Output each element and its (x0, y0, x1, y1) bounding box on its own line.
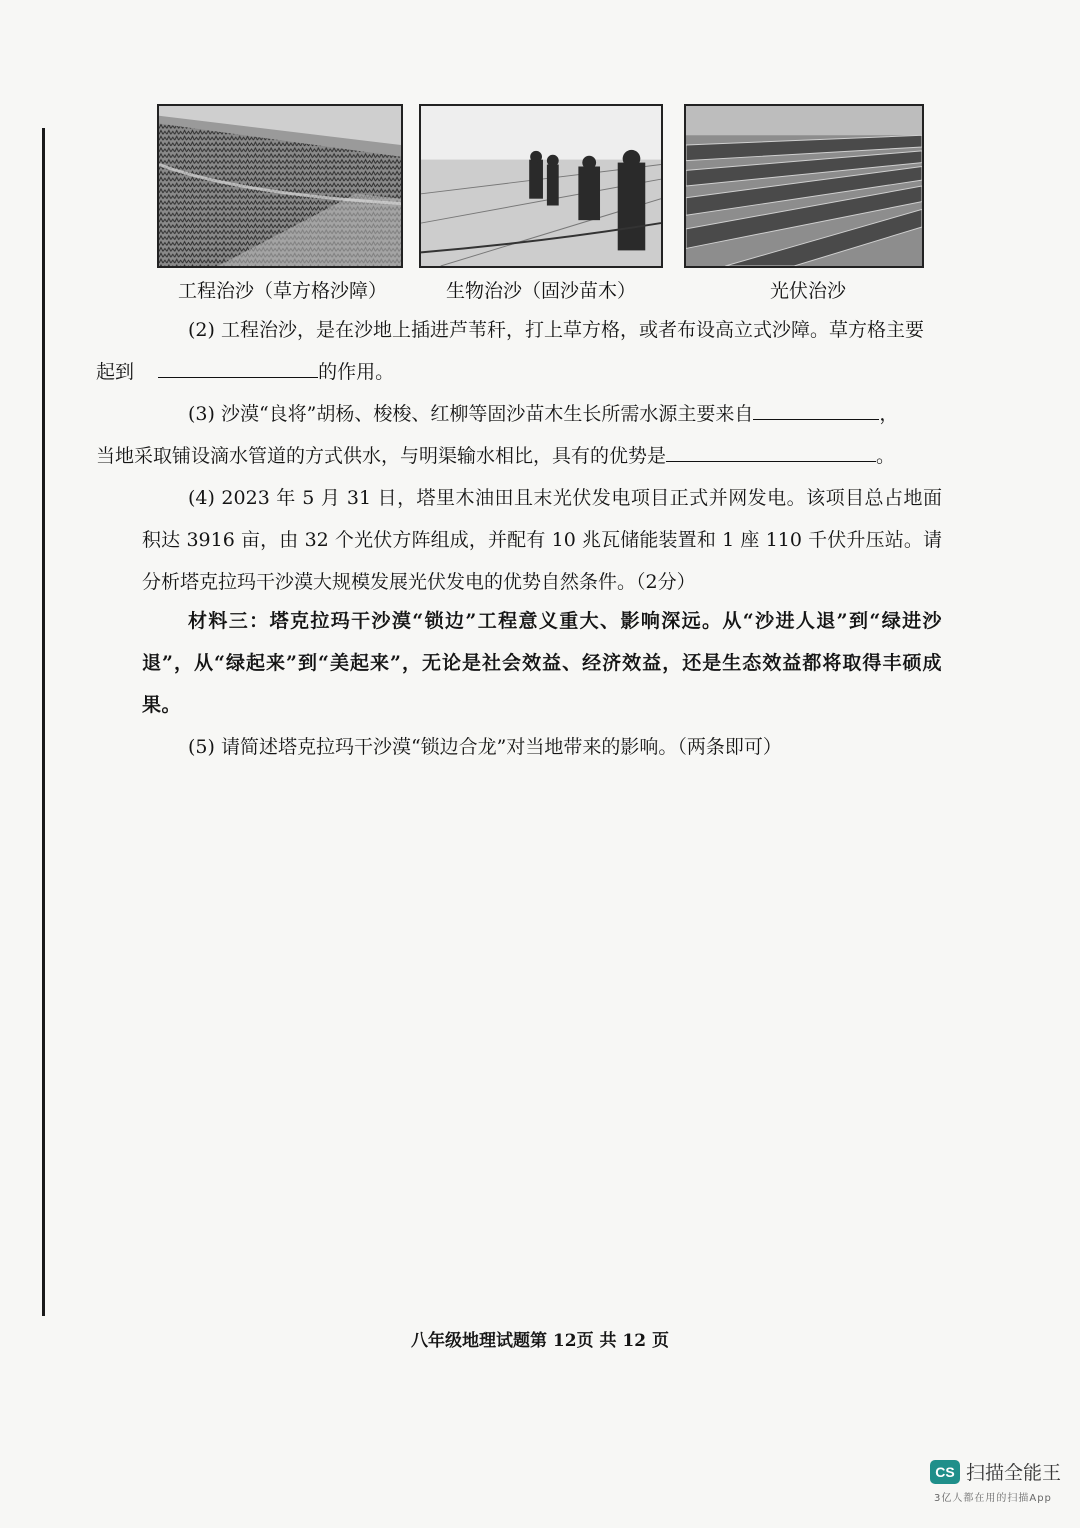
photo-engineering-sand-control (157, 104, 403, 268)
question-2 (96, 309, 942, 393)
question-4: (4) 2023 年 5 月 31 日，塔里木油田且末光伏发电项目正式并网发电。该项目总占地面积达 3916 亩，由 32 个光伏方阵组成，并配有 10 兆瓦储能装置和 1 座 110 千伏升压站。请分析塔克拉玛干沙漠大规模发展光伏发电的优势自然条件。（2分） (142, 487, 942, 593)
question-3 (96, 393, 942, 477)
watermark-title: 扫描全能王 (966, 1462, 1062, 1484)
photo-biological-sand-control (419, 104, 663, 268)
caption-photovoltaic: 光伏治沙 (770, 280, 847, 302)
q3-line1: (3) 沙漠“良将”胡杨、梭梭、红柳等固沙苗木生长所需水源主要来自 (188, 403, 754, 425)
binding-margin-line (42, 128, 45, 1316)
photo-photovoltaic-sand-control (684, 104, 924, 268)
camscanner-logo-icon: CS (930, 1460, 960, 1484)
q3-answer-blank-1[interactable] (753, 395, 879, 420)
page-footer: 八年级地理试题第 12页 共 12 页 (411, 1331, 669, 1351)
q3-line1-post: ， (879, 403, 899, 425)
watermark-subtitle: 3亿人都在用的扫描App (934, 1493, 1052, 1504)
material-3: 材料三：塔克拉玛干沙漠“锁边”工程意义重大、影响深远。从“沙进人退”到“绿进沙退”，从“绿起来”到“美起来”，无论是社会效益、经济效益，还是生态效益都将取得丰硕成果。 (142, 610, 942, 716)
scanner-watermark (930, 1458, 1070, 1518)
caption-engineering: 工程治沙（草方格沙障） (178, 280, 388, 302)
q3-line2-post: 。 (876, 445, 896, 467)
caption-biological: 生物治沙（固沙苗木） (446, 280, 637, 302)
q2-line2-post: 的作用。 (318, 361, 395, 383)
photo-strip (157, 104, 925, 274)
q2-line2-pre: 起到 (96, 361, 135, 383)
q3-answer-blank-2[interactable] (666, 437, 876, 462)
q2-text: (2) 工程治沙，是在沙地上插进芦苇秆，打上草方格，或者布设高立式沙障。草方格主要 (188, 319, 924, 341)
question-5: (5) 请简述塔克拉玛干沙漠“锁边合龙”对当地带来的影响。（两条即可） (188, 736, 782, 758)
q3-line2: 当地采取铺设滴水管道的方式供水，与明渠输水相比，具有的优势是 (96, 445, 667, 467)
q2-answer-blank[interactable] (158, 353, 318, 378)
